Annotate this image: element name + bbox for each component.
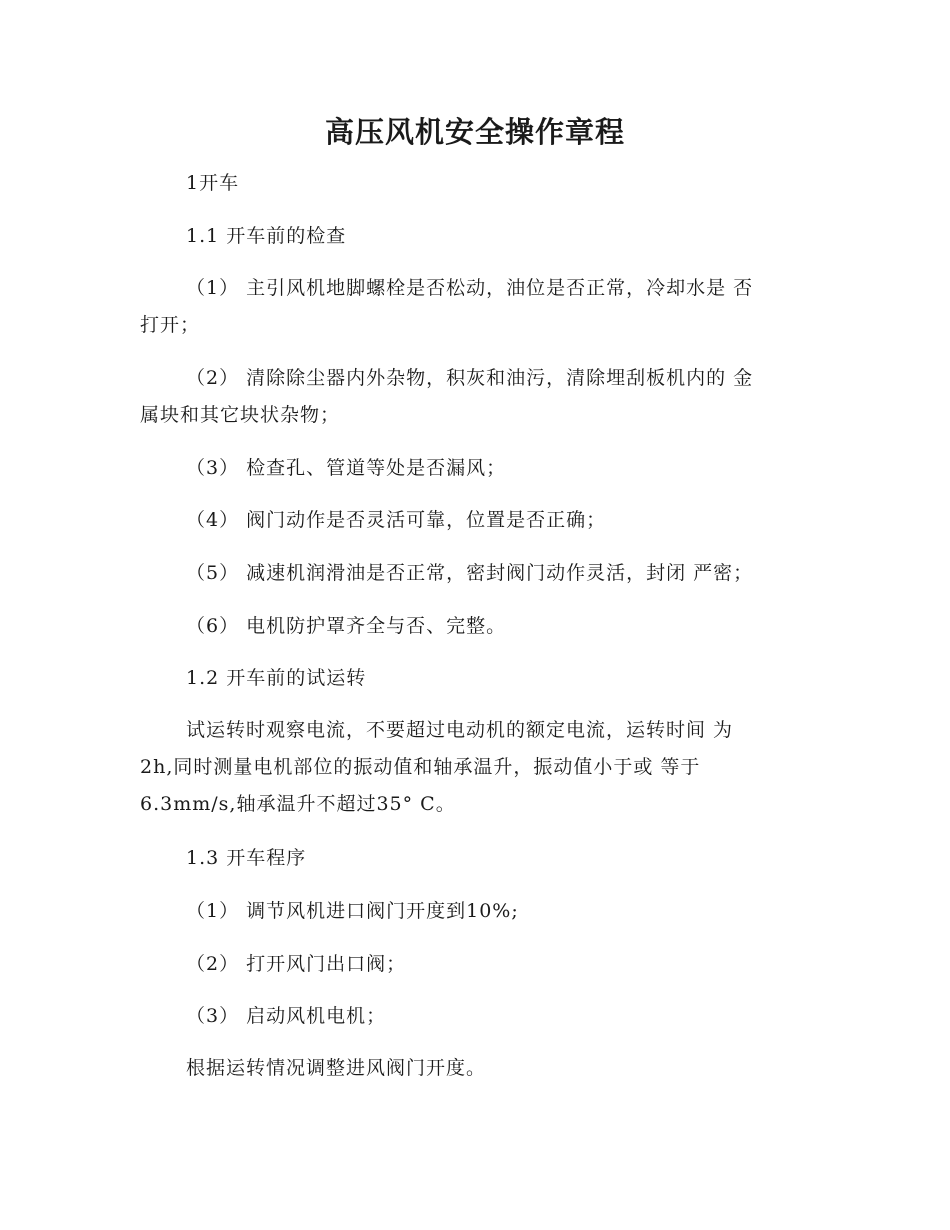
section-heading-1: 1开车	[186, 172, 240, 194]
subsection-heading-1-1: 1.1 开车前的检查	[186, 225, 347, 247]
check-item-2-line-1: （2） 清除除尘器内外杂物，积灰和油污，清除埋刮板机内的 金	[186, 367, 754, 389]
procedure-item-3: （3） 启动风机电机；	[186, 1005, 387, 1027]
closing-sentence: 根据运转情况调整进风阀门开度。	[186, 1057, 487, 1079]
paragraph-line-1: 试运转时观察电流，不要超过电动机的额定电流，运转时间 为	[186, 719, 734, 741]
check-item-1-line-1: （1） 主引风机地脚螺栓是否松动，油位是否正常，冷却水是 否	[186, 277, 754, 299]
check-item-5: （5） 减速机润滑油是否正常，密封阀门动作灵活，封闭 严密；	[186, 562, 754, 584]
check-item-4: （4） 阀门动作是否灵活可靠，位置是否正确；	[186, 509, 607, 531]
check-item-2-line-2: 属块和其它块状杂物；	[140, 404, 341, 426]
document-title: 高压风机安全操作章程	[324, 115, 625, 149]
procedure-item-2: （2） 打开风门出口阀；	[186, 953, 407, 975]
check-item-1-line-2: 打开；	[140, 314, 201, 336]
subsection-heading-1-3: 1.3 开车程序	[186, 847, 307, 869]
paragraph-line-2: 2h,同时测量电机部位的振动值和轴承温升，振动值小于或 等于	[140, 756, 701, 778]
check-item-3: （3） 检查孔、管道等处是否漏风；	[186, 457, 507, 479]
check-item-6: （6） 电机防护罩齐全与否、完整。	[186, 615, 507, 637]
procedure-item-1: （1） 调节风机进口阀门开度到10%;	[186, 900, 519, 922]
subsection-heading-1-2: 1.2 开车前的试运转	[186, 667, 367, 689]
paragraph-line-3: 6.3mm/s,轴承温升不超过35° C。	[140, 793, 456, 815]
